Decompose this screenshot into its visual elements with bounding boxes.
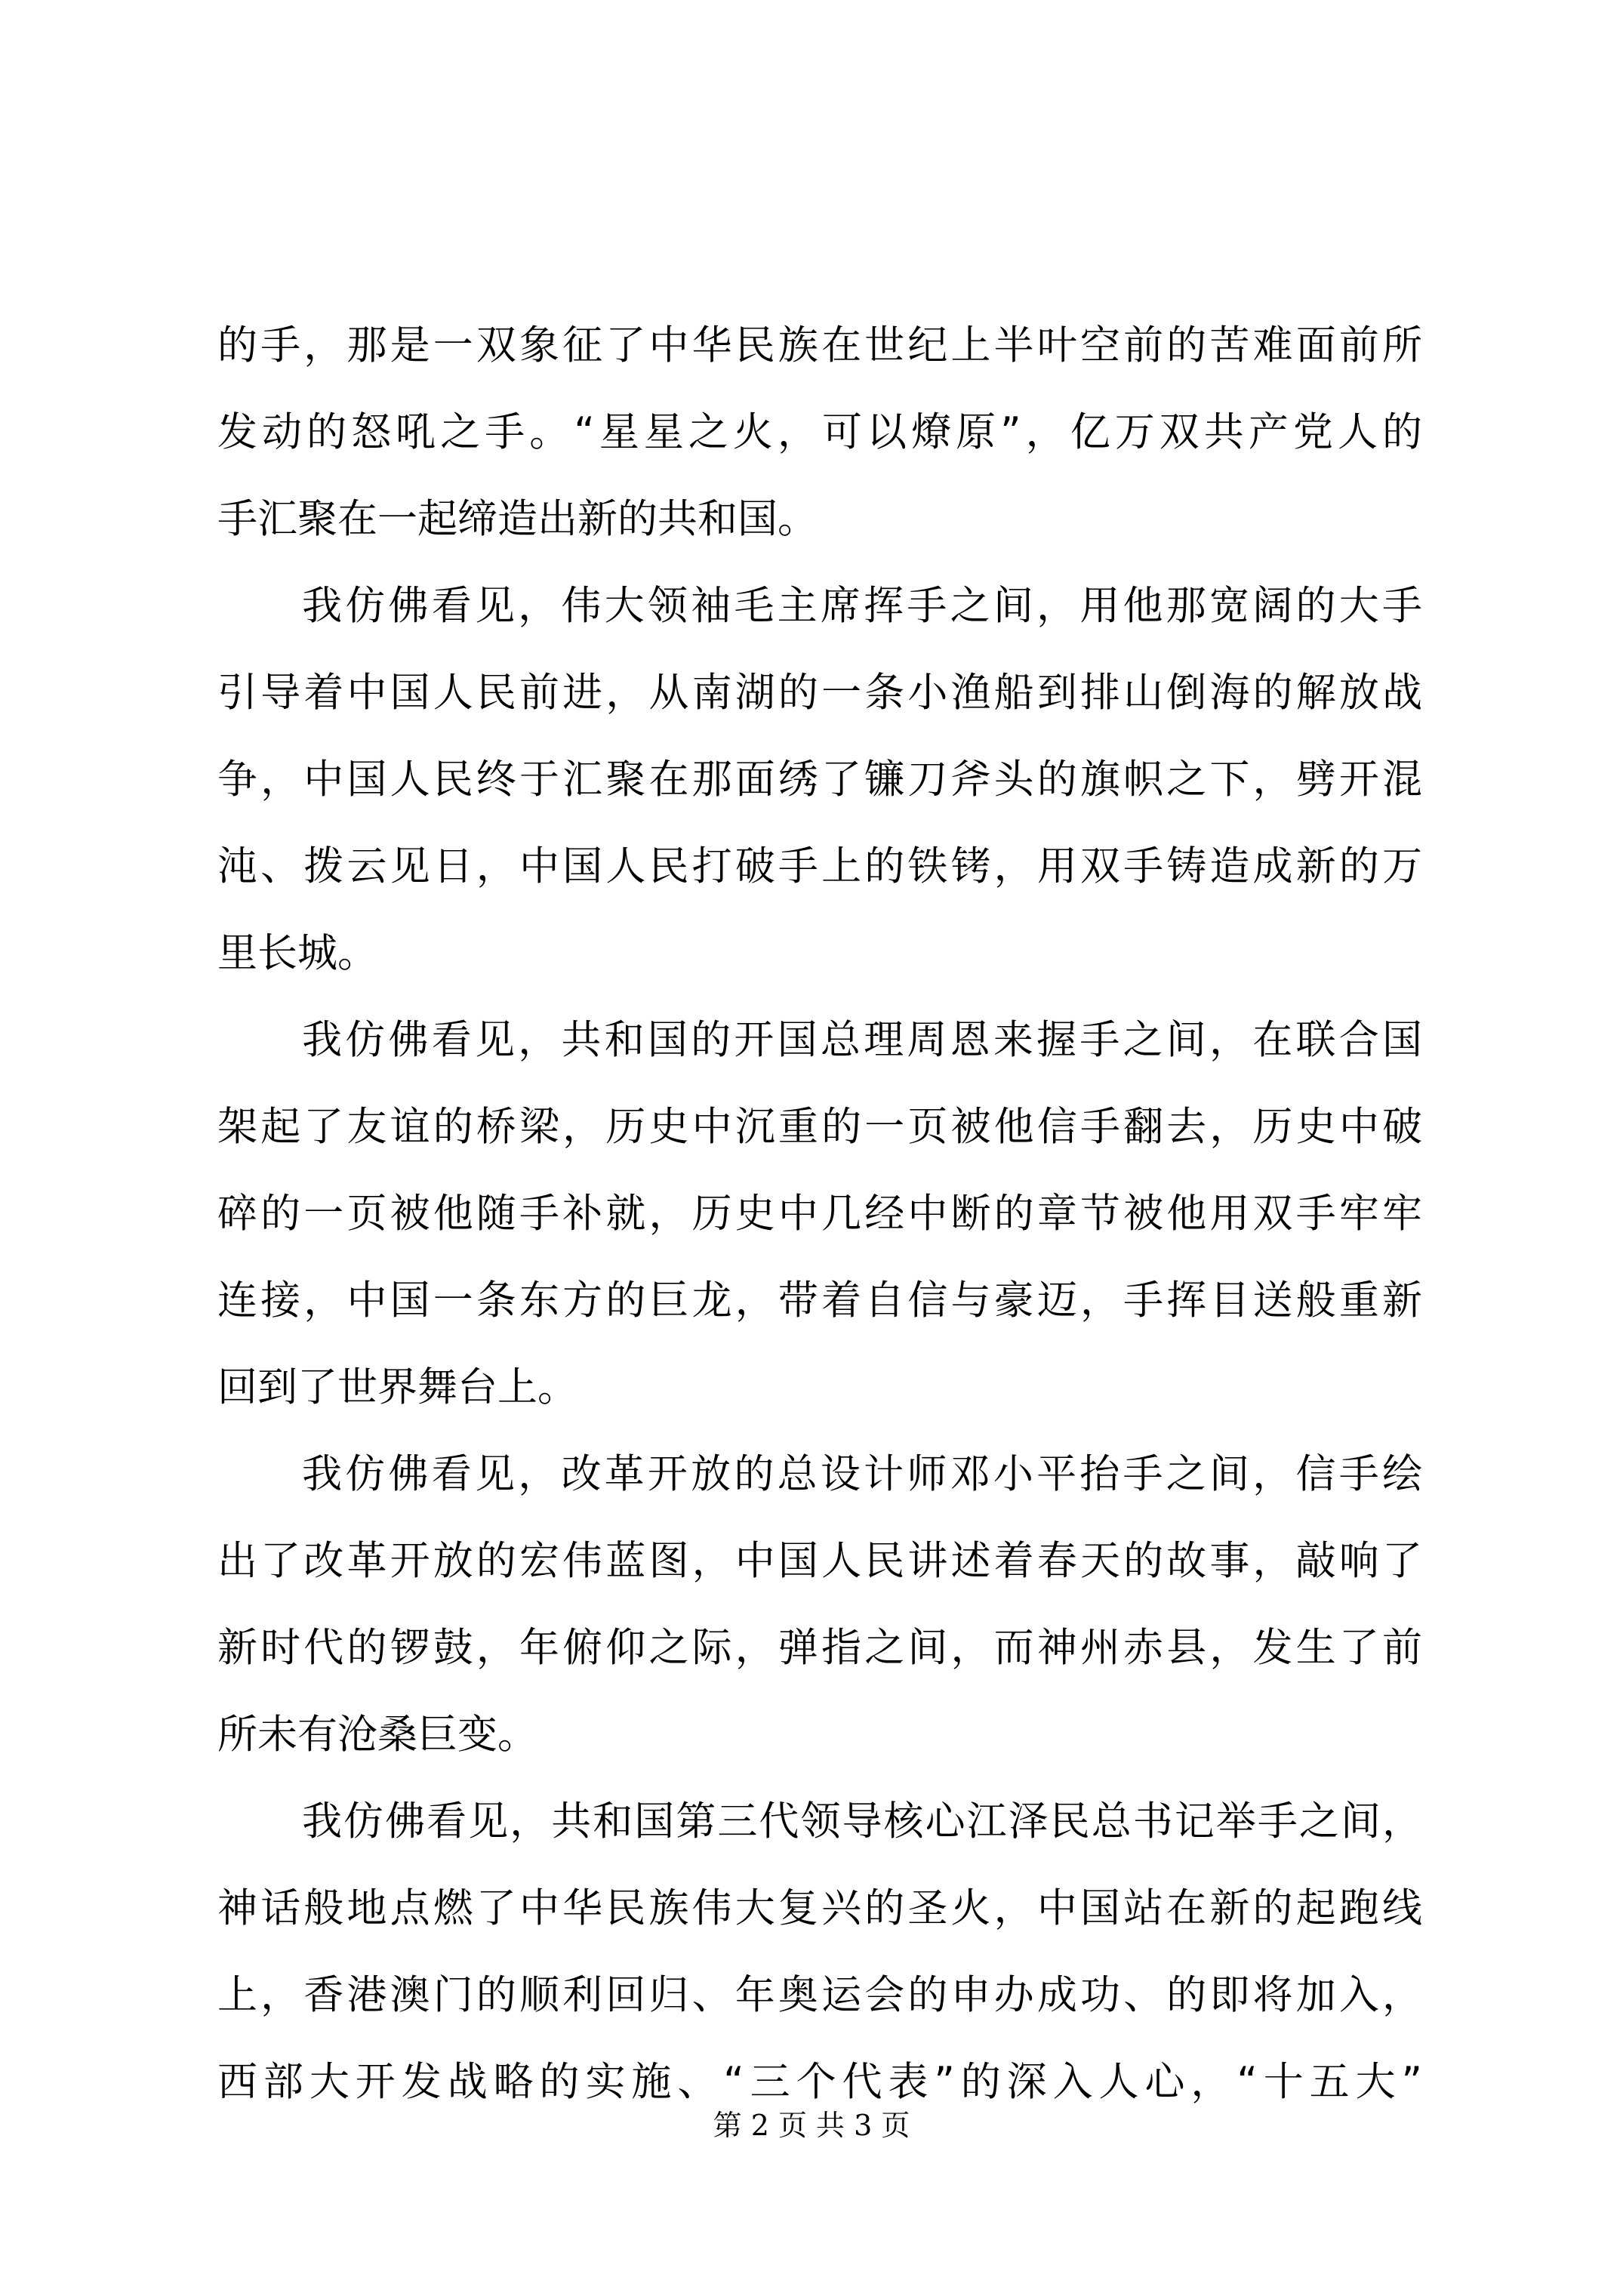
text-line: 沌、拨云见日，中国人民打破手上的铁铐，用双手铸造成新的万 (217, 843, 1422, 889)
text-line: 回到了世界舞台上。 (217, 1364, 577, 1410)
text-line: 的手，那是一双象征了中华民族在世纪上半叶空前的苦难面前所 (217, 322, 1422, 368)
text-line: 我仿佛看见，改革开放的总设计师邓小平抬手之间，信手绘 (302, 1451, 1422, 1497)
text-line: 我仿佛看见，共和国第三代领导核心江泽民总书记举手之间， (302, 1798, 1422, 1845)
text-line: 争，中国人民终于汇聚在那面绣了镰刀斧头的旗帜之下，劈开混 (217, 757, 1422, 803)
text-line: 我仿佛看见，共和国的开国总理周恩来握手之间，在联合国 (302, 1017, 1422, 1063)
text-line: 所未有沧桑巨变。 (217, 1712, 537, 1758)
text-line: 连接，中国一条东方的巨龙，带着自信与豪迈，手挥目送般重新 (217, 1277, 1422, 1324)
text-line: 我仿佛看见，伟大领袖毛主席挥手之间，用他那宽阔的大手 (302, 583, 1422, 629)
text-line: 出了改革开放的宏伟蓝图，中国人民讲述着春天的故事，敲响了 (217, 1538, 1422, 1584)
page-footer: 第 2 页 共 3 页 (713, 2109, 910, 2142)
text-line: 里长城。 (217, 930, 377, 976)
document-body (217, 302, 1422, 2125)
text-line: 上，香港澳门的顺利回归、年奥运会的申办成功、的即将加入， (217, 1972, 1422, 2018)
text-line: 神话般地点燃了中华民族伟大复兴的圣火，中国站在新的起跑线 (217, 1885, 1422, 1931)
text-line: 发动的怒吼之手。“星星之火，可以燎原”，亿万双共产党人的 (217, 409, 1422, 455)
text-line: 新时代的锣鼓，年俯仰之际，弹指之间，而神州赤县，发生了前 (217, 1625, 1422, 1671)
text-line: 西部大开发战略的实施、“三个代表”的深入人心，“十五大” (217, 2059, 1422, 2105)
text-line: 手汇聚在一起缔造出新的共和国。 (217, 496, 818, 542)
text-line: 碎的一页被他随手补就，历史中几经中断的章节被他用双手牢牢 (217, 1191, 1422, 1237)
text-line: 架起了友谊的桥梁，历史中沉重的一页被他信手翻去，历史中破 (217, 1104, 1422, 1150)
text-line: 引导着中国人民前进，从南湖的一条小渔船到排山倒海的解放战 (217, 670, 1422, 716)
